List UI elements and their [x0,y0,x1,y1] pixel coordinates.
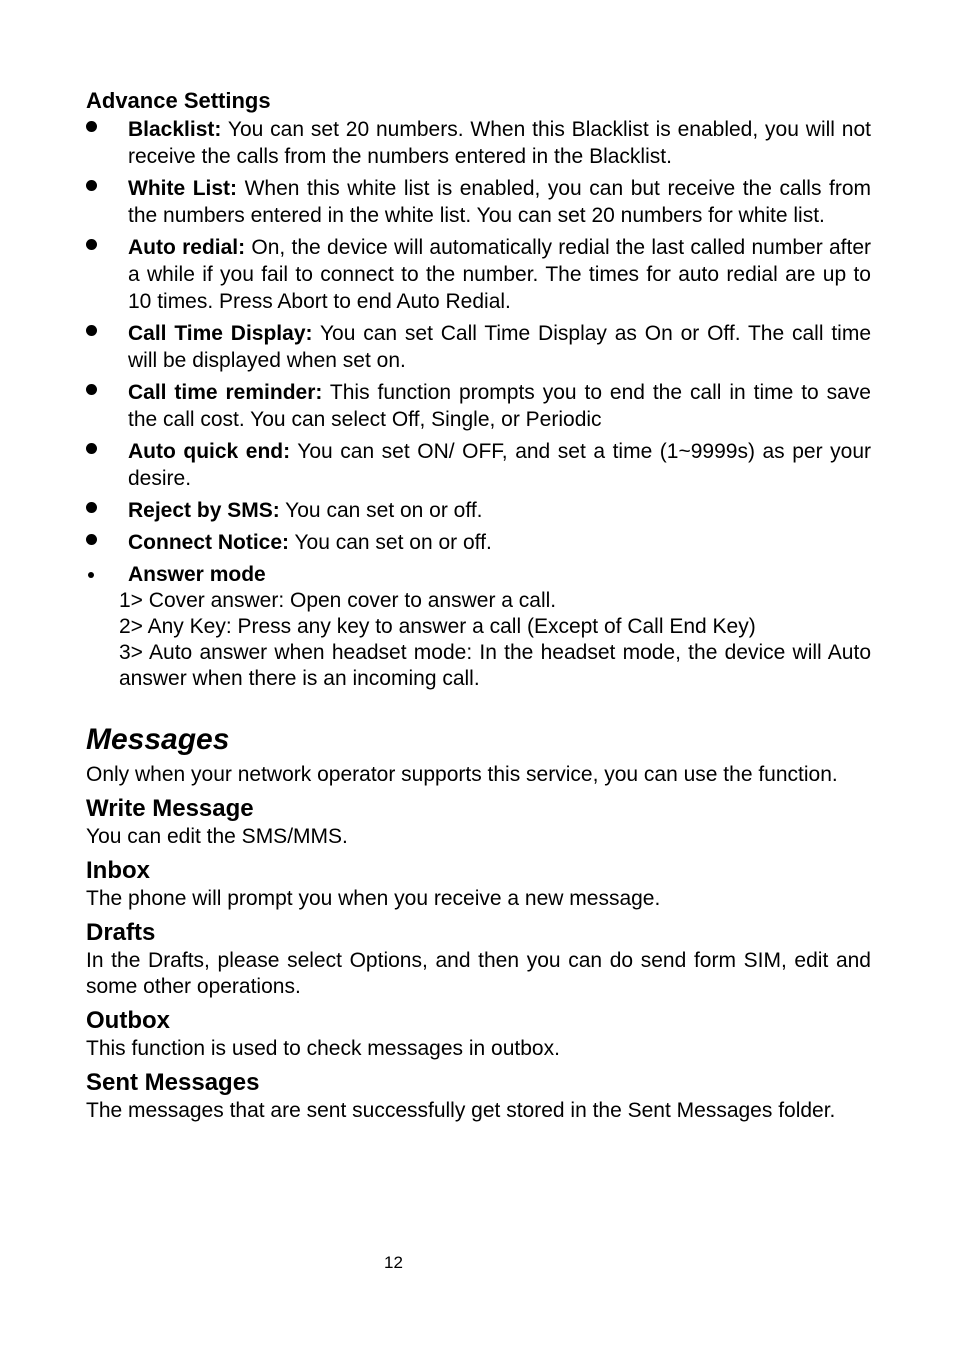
answer-mode-option: 2> Any Key: Press any key to answer a call (Except of Call End Key) [119,615,756,638]
list-item-answer-mode [86,561,871,588]
drafts-text: In the Drafts, please select Options, and then you can do send form SIM, edit and some other operations. [86,949,871,998]
bullet-icon [86,534,97,545]
bullet-icon [86,239,97,250]
item-text: You can set 20 numbers. When this Blacklist is enabled, you will not receive the calls from the numbers entered in the Blacklist. [128,118,871,168]
bullet-icon [86,325,97,336]
answer-mode-options [86,588,871,692]
bullet-icon [86,443,97,454]
answer-mode-option: 3> Auto answer when headset mode: In the headset mode, the device will Auto answer when there is an incoming call. [119,641,871,690]
bullet-icon [86,180,97,191]
bullet-icon [86,121,97,132]
item-label: Answer mode [128,563,266,586]
item-label: White List: [128,177,238,200]
inbox-heading: Inbox [86,857,150,884]
bullet-icon [88,572,94,578]
item-label: Auto redial: [128,236,246,259]
messages-title: Messages [86,723,230,756]
item-text: This function prompts you to end the call in time to save the call cost. You can select Off, Single, or Periodic [128,381,871,431]
list-item-white-list [86,175,871,229]
bullet-icon [86,502,97,513]
list-item-reject-by-sms [86,497,871,524]
item-text: You can set Call Time Display as On or Off. The call time will be displayed when set on. [128,322,871,372]
advance-settings-list [86,116,871,588]
list-item-connect-notice [86,529,871,556]
bullet-icon [86,384,97,395]
item-label: Blacklist: [128,118,222,141]
item-label: Reject by SMS: [128,499,280,522]
drafts-heading: Drafts [86,919,156,946]
item-text: You can set on or off. [289,531,492,554]
answer-mode-option: 1> Cover answer: Open cover to answer a call. [119,589,557,612]
write-message-heading: Write Message [86,795,254,822]
outbox-heading: Outbox [86,1007,170,1034]
item-text: On, the device will automatically redial the last called number after a while if you fail to connect to the number. The times for auto redial are up to 10 times. Press Abort to end Auto Redial. [128,236,872,313]
list-item-call-time-display [86,320,871,374]
sent-messages-heading: Sent Messages [86,1069,260,1096]
document-page [86,86,871,1130]
item-label: Call time reminder: [128,381,323,404]
sent-messages-text: The messages that are sent successfully get stored in the Sent Messages folder. [86,1099,836,1122]
list-item-auto-redial [86,234,871,315]
item-text: You can set ON/ OFF, and set a time (1~9999s) as per your desire. [128,440,871,490]
list-item-call-time-reminder [86,379,871,433]
list-item-auto-quick-end [86,438,871,492]
item-text: You can set on or off. [279,499,483,522]
list-item-blacklist [86,116,871,170]
write-message-text: You can edit the SMS/MMS. [86,825,348,848]
item-text: When this white list is enabled, you can but receive the calls from the numbers entered in the white list. You can set 20 numbers for white list. [128,177,872,227]
messages-intro: Only when your network operator supports this service, you can use the function. [86,763,838,786]
item-label: Auto quick end: [128,440,291,463]
outbox-text: This function is used to check messages in outbox. [86,1037,560,1060]
item-label: Call Time Display: [128,322,313,345]
page-number: 12 [384,1253,403,1272]
item-label: Connect Notice: [128,531,290,554]
advance-settings-heading: Advance Settings [86,88,271,113]
inbox-text: The phone will prompt you when you receive a new message. [86,887,661,910]
